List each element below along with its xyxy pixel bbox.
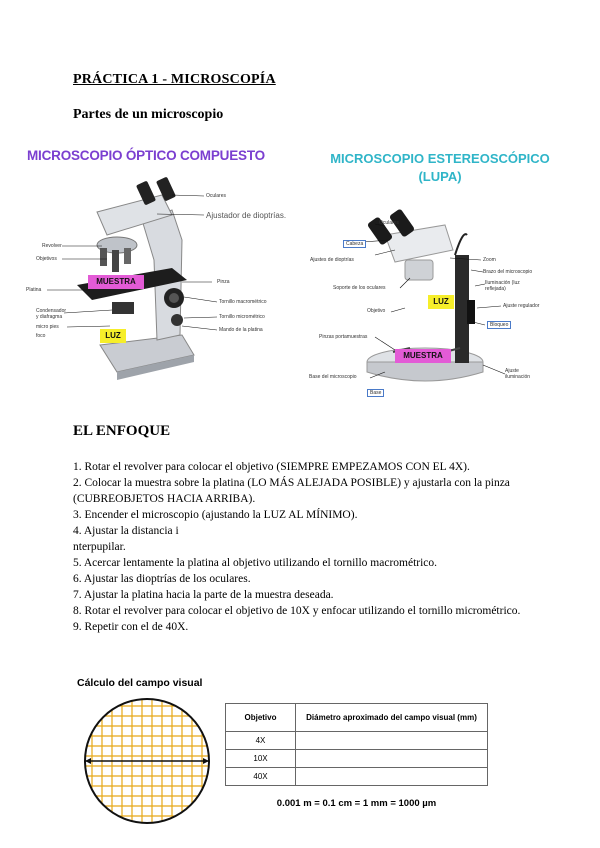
enfoque-steps	[73, 459, 523, 635]
table-row	[226, 732, 488, 750]
label-platina: Platina	[26, 287, 42, 293]
cell-objetivo: 40X	[226, 768, 296, 786]
label-micro-pie: micro pies	[36, 324, 59, 330]
label-pinza: Pinza	[217, 279, 230, 285]
label-ajustador-dioptrias: Ajustador de dioptrías.	[206, 211, 287, 220]
cell-objetivo: 4X	[226, 732, 296, 750]
label-oculares-stereo: Oculares	[379, 220, 400, 226]
tag-luz-left: LUZ	[100, 329, 126, 343]
label-foco: foco	[36, 333, 46, 339]
step-7: 7. Ajustar la platina hacia la parte de la muestra deseada.	[73, 589, 334, 601]
tag-muestra-right: MUESTRA	[395, 349, 451, 363]
step-4-cont: nterpupilar.	[73, 541, 126, 553]
label-cabeza: Cabeza	[343, 240, 366, 248]
field-of-view-grid	[82, 696, 212, 826]
header-diametro: Diámetro aproximado del campo visual (mm)	[296, 704, 488, 732]
step-1: 1. Rotar el revolver para colocar el objetivo (SIEMPRE EMPEZAMOS CON EL 4X).	[73, 461, 470, 473]
label-zoom: Zoom	[483, 257, 496, 263]
label-ajuste-regulador: Ajuste regulador	[503, 303, 540, 309]
compound-microscope-drawing	[22, 140, 292, 395]
step-8: 8. Rotar el revolver para colocar el objetivo de 10X y enfocar utilizando el tornillo micrométrico.	[73, 605, 521, 617]
label-objetivos: Objetivos	[36, 256, 57, 262]
compound-microscope-figure	[22, 140, 292, 395]
label-soporte-oculares: Soporte de los oculares	[333, 285, 386, 291]
compound-microscope-heading: MICROSCOPIO ÓPTICO COMPUESTO	[27, 148, 265, 163]
label-oculares: Oculares	[206, 193, 227, 199]
label-brazo: Brazo del microscopio	[483, 269, 533, 275]
page-title: PRÁCTICA 1 - MICROSCOPÍA	[73, 72, 276, 87]
table-row	[226, 768, 488, 786]
label-tornillo-macrometrico: Tornillo macrométrico	[219, 299, 267, 305]
label-revolver: Revolver	[42, 243, 62, 249]
label-ajustes-dioptrias: Ajustes de dioptrías	[310, 257, 354, 263]
table-row	[226, 750, 488, 768]
label-bloqueo: Bloqueo	[487, 321, 511, 329]
stereo-heading-line1: MICROSCOPIO ESTEREOSCÓPICO	[330, 151, 550, 166]
step-3: 3. Encender el microscopio (ajustando la LUZ AL MÍNIMO).	[73, 509, 358, 521]
stereo-heading-line2: (LUPA)	[418, 169, 462, 184]
label-iluminacion: Iluminación (luz reflejada)	[485, 280, 520, 292]
step-4: 4. Ajustar la distancia i	[73, 525, 179, 537]
unit-conversion: 0.001 m = 0.1 cm = 1 mm = 1000 µm	[276, 798, 437, 809]
section-title: Partes de un microscopio	[73, 107, 224, 122]
step-9: 9. Repetir con el de 40X.	[73, 621, 189, 633]
step-5: 5. Acercar lentamente la platina al objetivo utilizando el tornillo macrométrico.	[73, 557, 438, 569]
enfoque-title: EL ENFOQUE	[73, 423, 171, 439]
label-tornillo-micrometrico: Tornillo micrométrico	[219, 314, 265, 320]
field-of-view-table	[225, 703, 488, 786]
step-6: 6. Ajustar las dioptrías de los oculares.	[73, 573, 251, 585]
tag-luz-right: LUZ	[428, 295, 454, 309]
tag-muestra-left: MUESTRA	[88, 275, 144, 289]
cell-objetivo: 10X	[226, 750, 296, 768]
cell-diametro[interactable]	[296, 732, 488, 750]
cell-diametro[interactable]	[296, 768, 488, 786]
calculo-title: Cálculo del campo visual	[77, 677, 203, 689]
header-objetivo: Objetivo	[226, 704, 296, 732]
label-base-microscopio: Base del microscopio	[309, 374, 357, 380]
label-mando-platina: Mando de la platina	[219, 327, 263, 333]
stereo-microscope-figure	[305, 140, 575, 410]
label-base-box: Base	[367, 389, 384, 397]
label-pinzas-portamuestras: Pinzas portamuestras	[319, 334, 368, 340]
cell-diametro[interactable]	[296, 750, 488, 768]
label-objetivo: Objetivo	[367, 308, 386, 314]
label-condensador: Condensador y diafragma	[36, 308, 67, 320]
step-2: 2. Colocar la muestra sobre la platina (LO MÁS ALEJADA POSIBLE) y ajustarla con la pinza (CUBREOBJETOS HACIA ARRIBA).	[73, 477, 510, 505]
label-ajuste-iluminacion: Ajuste iluminación	[505, 368, 531, 380]
